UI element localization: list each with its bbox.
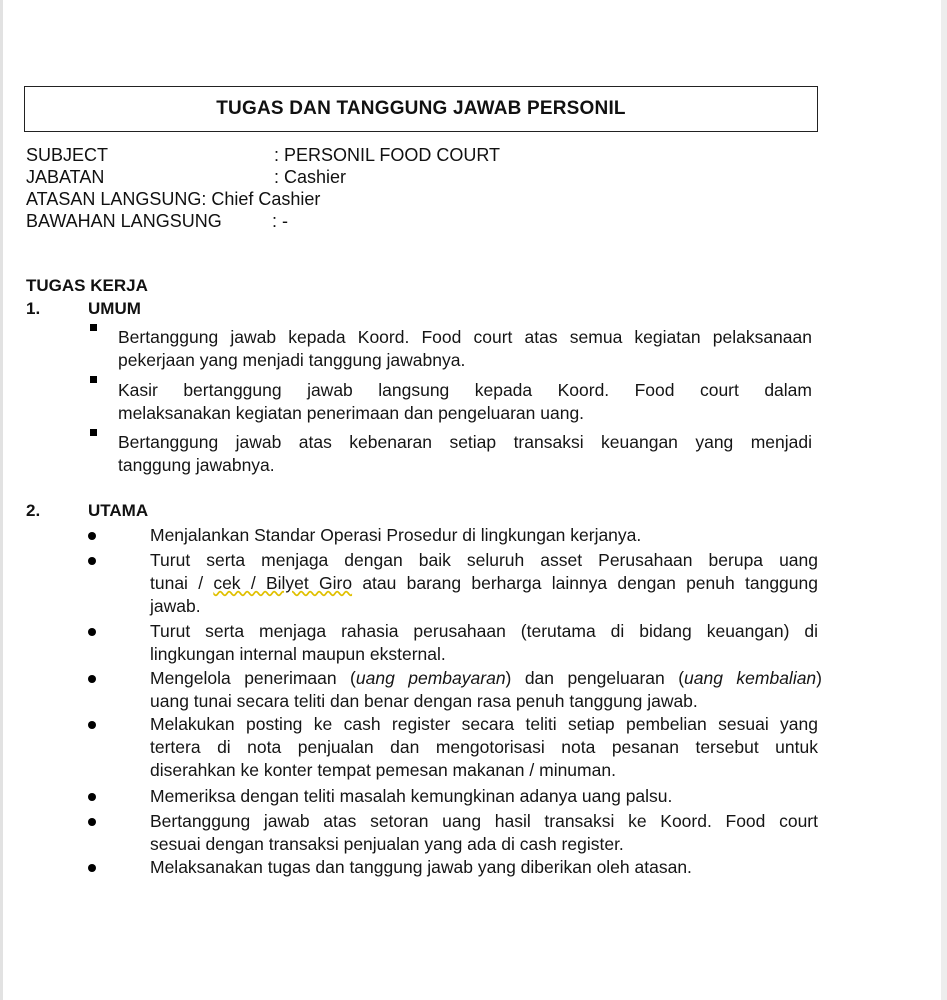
umum-number: 1. — [26, 299, 41, 318]
page-edge-right — [941, 0, 947, 1000]
bullet-icon — [88, 628, 96, 636]
utama-item: Turut serta menjaga dengan baik seluruh asset Perusahaan berupa uang tunai / cek / Bilyet Giro atau barang berharga lainnya dengan penuh tanggung jawab. — [150, 550, 818, 616]
umum-item: Bertanggung jawab kepada Koord. Food court atas semua kegiatan pelaksanaan pekerjaan yang menjadi tanggung jawabnya. — [118, 327, 812, 370]
bullet-icon — [88, 721, 96, 729]
meta-value: : - — [272, 211, 288, 231]
bullet-icon — [88, 818, 96, 826]
utama-item: Turut serta menjaga rahasia perusahaan (terutama di bidang keuangan) di lingkungan internal maupun eksternal. — [150, 621, 818, 664]
bullet-icon — [88, 675, 96, 683]
utama-item: Menjalankan Standar Operasi Prosedur di lingkungan kerjanya. — [150, 525, 642, 545]
meta-atasan — [26, 188, 320, 210]
meta-jabatan — [26, 166, 347, 188]
meta-bawahan — [26, 210, 288, 232]
bullet-icon — [88, 793, 96, 801]
bullet-icon — [88, 864, 96, 872]
section-heading: TUGAS KERJA — [26, 276, 148, 295]
utama-item: Melaksanakan tugas dan tanggung jawab yang diberikan oleh atasan. — [150, 857, 692, 877]
square-bullet-icon — [90, 376, 97, 383]
meta-label: ATASAN LANGSUNG: Chief Cashier — [26, 189, 321, 209]
umum-item: Kasir bertanggung jawab langsung kepada Koord. Food court dalam melaksanakan kegiatan penerimaan dan pengeluaran uang. — [118, 380, 812, 423]
bullet-icon — [88, 557, 96, 565]
utama-item: Melakukan posting ke cash register secara teliti setiap pembelian sesuai yang tertera di nota penjualan dan mengotorisasi nota pesanan tersebut untuk diserahkan ke konter tempat pemesan makanan / minuman. — [150, 714, 818, 780]
meta-subject — [26, 144, 501, 166]
title-box — [24, 86, 818, 132]
square-bullet-icon — [90, 429, 97, 436]
meta-label: JABATAN — [26, 167, 105, 187]
umum-title: UMUM — [88, 299, 141, 318]
bullet-icon — [88, 532, 96, 540]
square-bullet-icon — [90, 324, 97, 331]
meta-label: SUBJECT — [26, 145, 109, 165]
document-title: TUGAS DAN TANGGUNG JAWAB PERSONIL — [216, 98, 626, 119]
utama-number: 2. — [26, 501, 41, 520]
meta-label: BAWAHAN LANGSUNG — [26, 211, 222, 231]
page-edge-left — [0, 0, 3, 1000]
utama-item: Memeriksa dengan teliti masalah kemungkinan adanya uang palsu. — [150, 786, 673, 806]
umum-item: Bertanggung jawab atas kebenaran setiap transaksi keuangan yang menjadi tanggung jawabnya. — [118, 432, 812, 475]
utama-title: UTAMA — [88, 501, 149, 520]
utama-item: Bertanggung jawab atas setoran uang hasil transaksi ke Koord. Food court sesuai dengan transaksi penjualan yang ada di cash register. — [150, 811, 818, 854]
meta-value: : Cashier — [274, 167, 347, 187]
utama-item: Mengelola penerimaan (uang pembayaran) dan pengeluaran (uang kembalian) uang tunai secara teliti dan benar dengan rasa penuh tanggung jawab. — [150, 668, 822, 711]
meta-value: : PERSONIL FOOD COURT — [274, 145, 501, 165]
